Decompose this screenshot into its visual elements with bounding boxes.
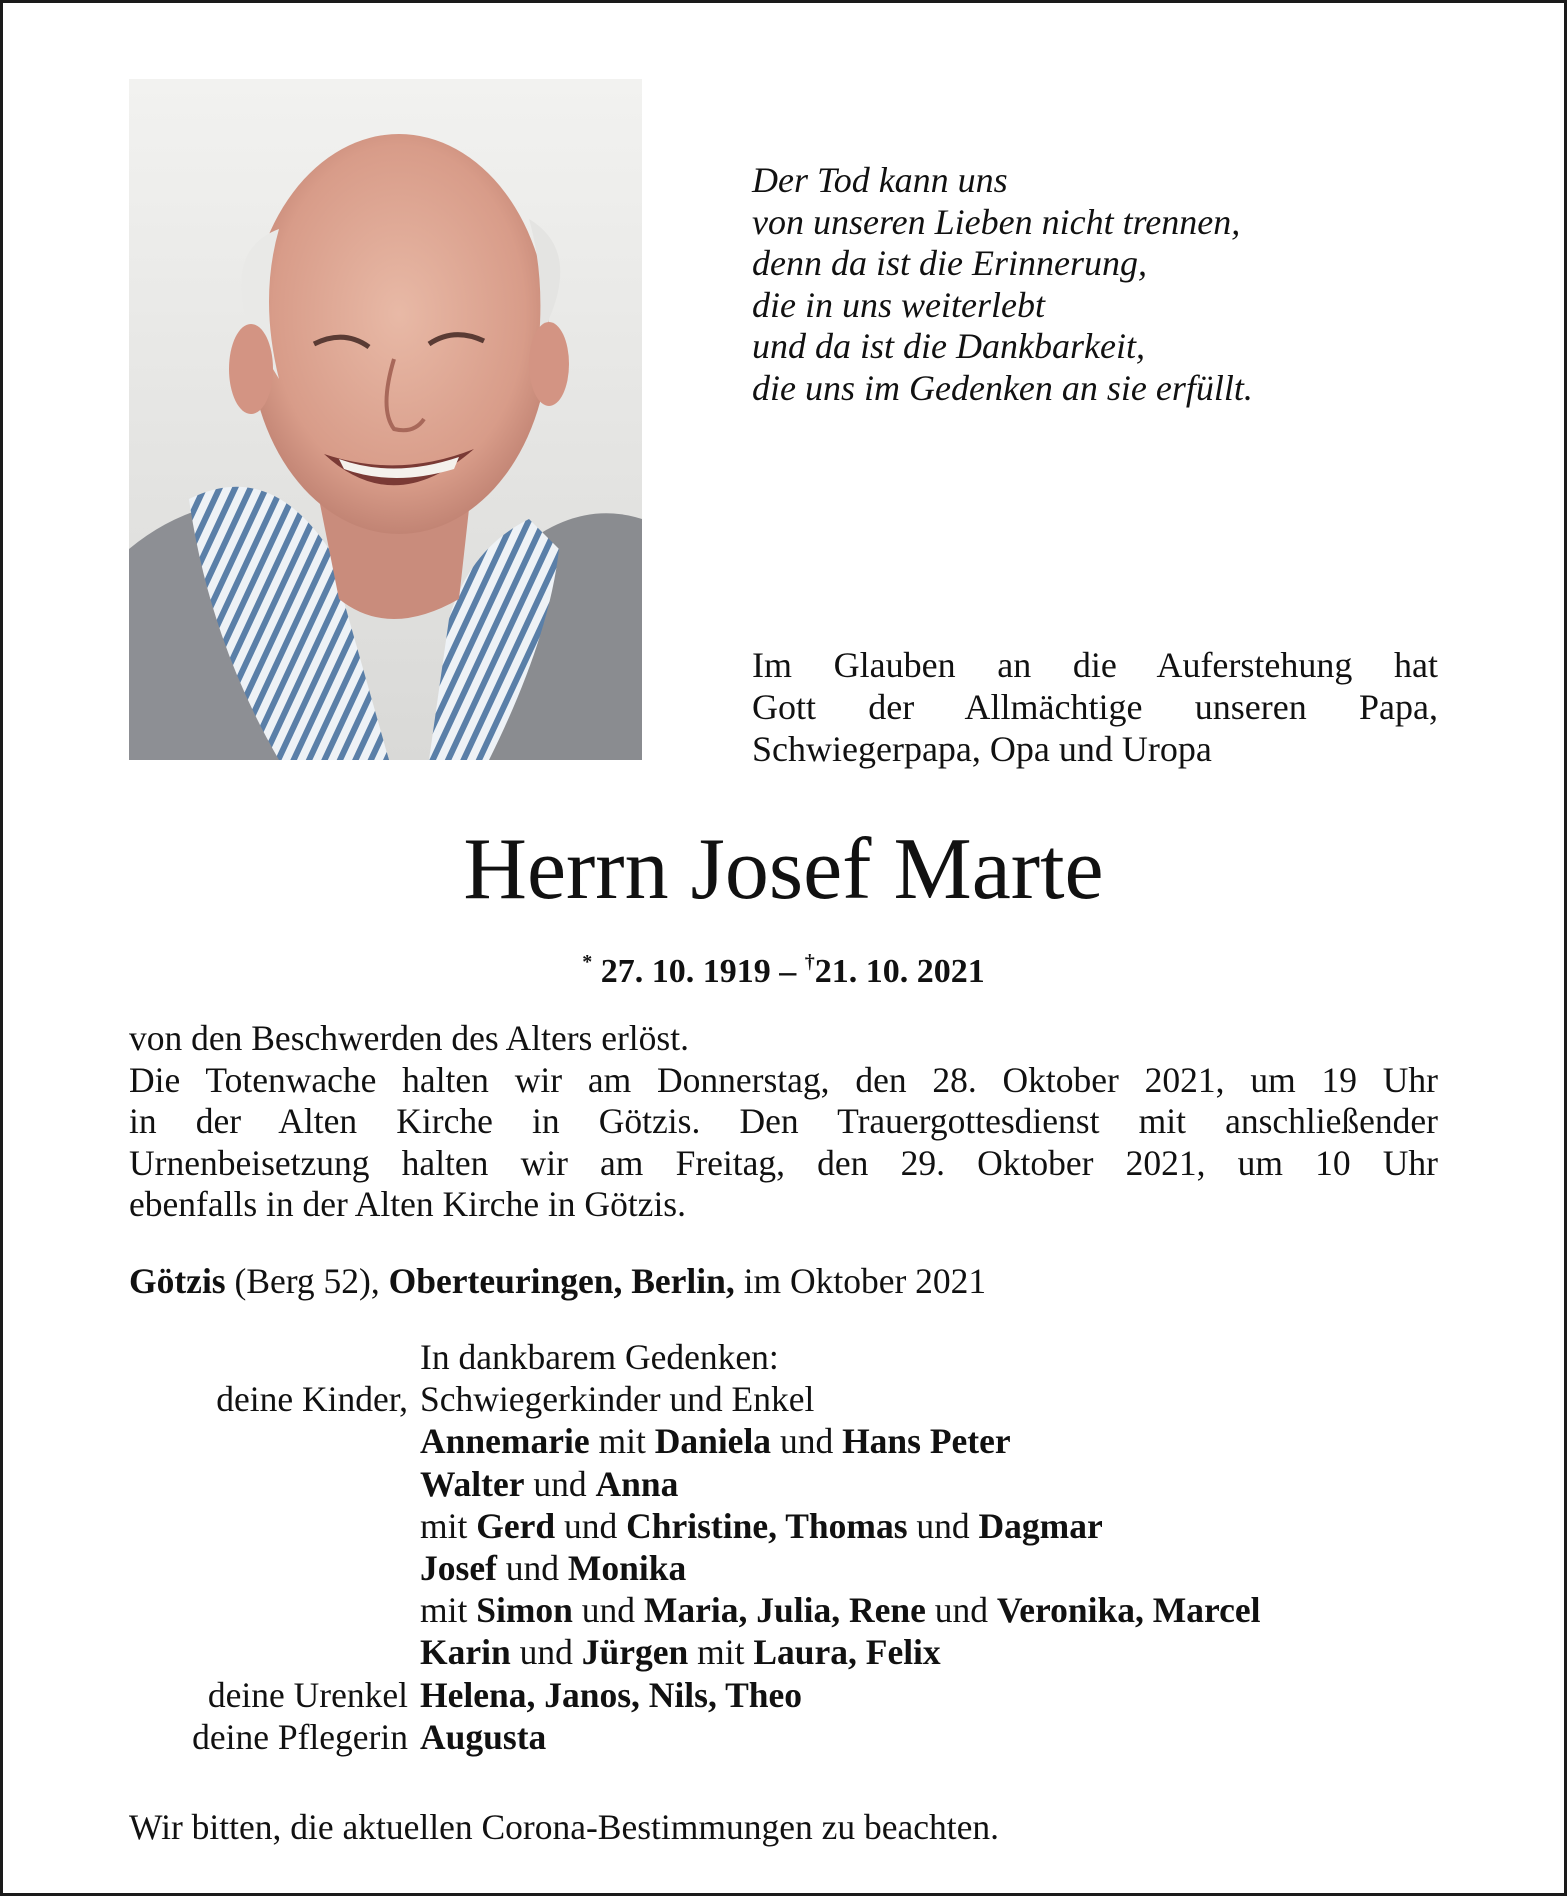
family-name: Jürgen [581,1632,689,1673]
urenkel-label: deine Urenkel [207,1674,408,1715]
family-name: Walter [420,1463,525,1504]
family-connector: mit [688,1632,754,1673]
family-line [129,1631,1449,1673]
family-name: Laura, Felix [753,1632,941,1673]
poem-line: denn da ist die Erinnerung, [752,243,1147,283]
family-name: Dagmar [978,1505,1103,1546]
funeral-details [129,1018,1438,1226]
family-name: Simon [476,1590,573,1631]
pflegerin-name: Augusta [420,1716,547,1757]
family-connector: mit [420,1505,477,1546]
family-connector: und [572,1590,644,1631]
intro-line: Im Glauben an die Auferstehung hat [752,645,1438,685]
poem-line: die in uns weiterlebt [752,284,1045,325]
family-line [129,1547,1449,1589]
body-line: von den Beschwerden des Alters erlöst. [129,1018,689,1058]
portrait-photo [129,79,642,760]
family-name: Karin [420,1632,511,1673]
body-line: Urnenbeisetzung halten wir am Freitag, den 29. Oktober 2021, um 10 Uhr [129,1142,1438,1183]
birth-symbol: * [582,951,593,973]
intro-line: Schwiegerpapa, Opa und Uropa [752,729,1212,769]
date-separator: – [779,953,797,990]
family-connector: und [510,1632,582,1673]
family-connector: mit [420,1590,477,1631]
family-name: Daniela [654,1421,772,1462]
family-name: Hans Peter [842,1421,1011,1462]
family-name: Veronika, Marcel [996,1590,1261,1631]
poem-line: die uns im Gedenken an sie erfüllt. [752,367,1253,408]
poem [752,160,1452,409]
birth-date: 27. 10. 1919 [600,953,771,990]
death-date: 21. 10. 2021 [814,953,985,990]
place-date-line [129,1260,1438,1302]
urenkel-names: Helena, Janos, Nils, Theo [420,1674,803,1715]
mourners-list [129,1336,1449,1758]
family-connector: und [555,1505,627,1546]
poem-line: von unseren Lieben nicht trennen, [752,201,1241,242]
intro-line: Gott der Allmächtige unseren Papa, [752,687,1438,727]
family-name: Anna [595,1463,679,1504]
place-other-towns: Oberteuringen, Berlin, [388,1261,735,1301]
family-line [129,1420,1449,1462]
corona-notice: Wir bitten, die aktuellen Corona-Bestimmungen zu beachten. [129,1807,1000,1847]
intro-text [752,644,1438,770]
body-line: in der Alten Kirche in Götzis. Den Trauergottesdienst mit anschließender [129,1101,1438,1141]
kinder-label: deine Kinder, [216,1379,408,1420]
body-line: ebenfalls in der Alten Kirche in Götzis. [129,1184,686,1224]
place-address: (Berg 52), [225,1261,389,1301]
family-connector: und [524,1463,596,1504]
family-line [129,1505,1449,1547]
place-date: im Oktober 2021 [734,1261,987,1301]
family-name: Monika [567,1548,687,1589]
family-connector: mit [589,1421,655,1462]
family-name: Josef [420,1548,497,1589]
family-line [129,1463,1449,1505]
kinder-text: Schwiegerkinder und Enkel [420,1379,815,1420]
poem-line: Der Tod kann uns [752,160,1008,200]
family-name: Annemarie [420,1421,590,1462]
family-connector: und [925,1590,997,1631]
deceased-name: Herrn Josef Marte [463,821,1104,918]
place-town: Götzis [129,1261,226,1301]
family-connector: und [771,1421,843,1462]
death-symbol: † [804,951,815,973]
body-line: Die Totenwache halten wir am Donnerstag, den 28. Oktober 2021, um 19 Uhr [129,1059,1438,1100]
mourners-header: In dankbarem Gedenken: [420,1337,779,1377]
family-name: Gerd [476,1505,556,1546]
poem-line: und da ist die Dankbarkeit, [752,326,1145,366]
life-dates [0,942,1567,992]
family-name: Christine, Thomas [626,1505,908,1546]
family-name: Maria, Julia, Rene [643,1590,926,1631]
family-connector: und [907,1505,979,1546]
family-connector: und [496,1548,568,1589]
pflegerin-label: deine Pflegerin [192,1716,408,1757]
family-line [129,1589,1449,1631]
